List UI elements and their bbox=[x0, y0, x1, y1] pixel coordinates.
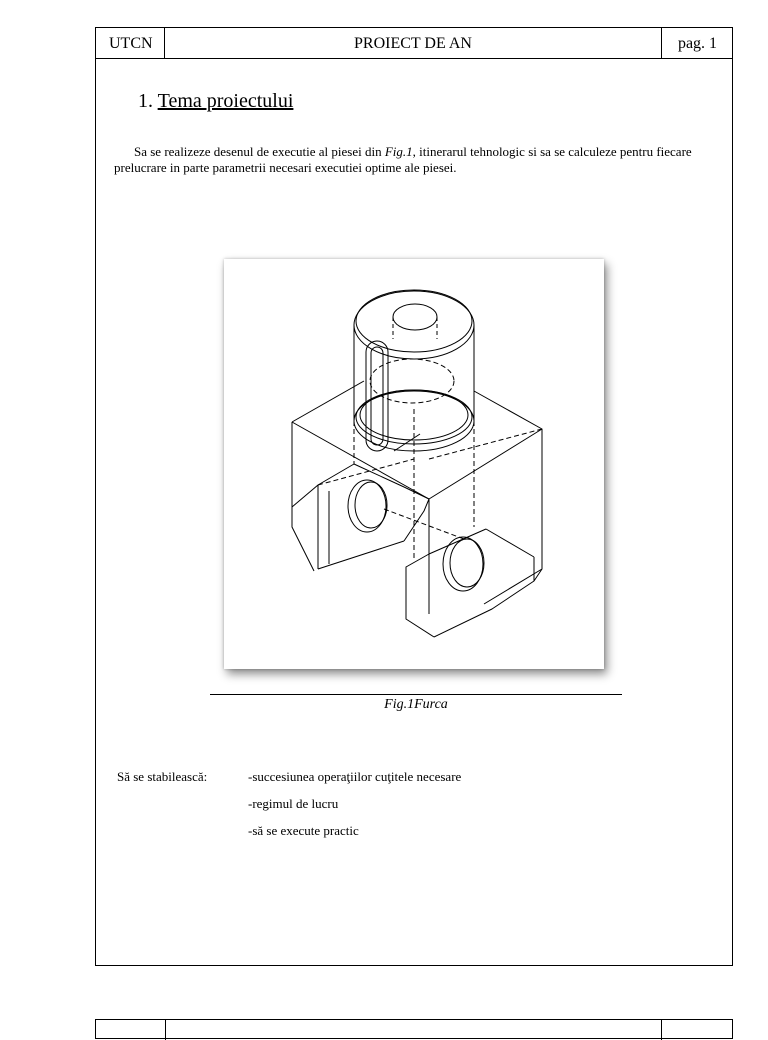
bore-ellipse bbox=[393, 304, 437, 330]
header-title: PROIECT DE AN bbox=[354, 35, 472, 52]
section-number: 1. bbox=[138, 90, 153, 112]
caption-divider bbox=[210, 694, 622, 695]
fork-part-drawing bbox=[224, 259, 604, 669]
header-institution: UTCN bbox=[96, 28, 165, 58]
task-label: Să se stabilească: bbox=[117, 769, 208, 784]
figure-reference: Fig.1 bbox=[384, 144, 413, 159]
figure-caption: Fig.1Furca bbox=[384, 697, 448, 712]
task-item-1: -succesiunea operaţiilor cuţitele necesare bbox=[248, 769, 462, 784]
section-heading bbox=[138, 90, 293, 113]
next-page-frame bbox=[95, 1019, 733, 1039]
task-item-3: -să se execute practic bbox=[248, 823, 359, 838]
cylinder-top-ellipse bbox=[354, 291, 474, 359]
page-frame bbox=[95, 27, 733, 966]
figure-image bbox=[224, 259, 604, 669]
header-page-number: pag. 1 bbox=[661, 28, 733, 58]
intro-text-end: , itinerarul tehnologic si sa se calculeze pentru fiecare prelucrare in parte parametrii necesari executiei optime ale piesei. bbox=[114, 144, 692, 175]
intro-paragraph bbox=[114, 144, 726, 176]
intro-text-start: Sa se realizeze desenul de executie al piesei din bbox=[134, 144, 385, 159]
page-header bbox=[96, 28, 732, 59]
task-item-2: -regimul de lucru bbox=[248, 796, 339, 811]
section-title: Tema proiectului bbox=[157, 90, 294, 112]
